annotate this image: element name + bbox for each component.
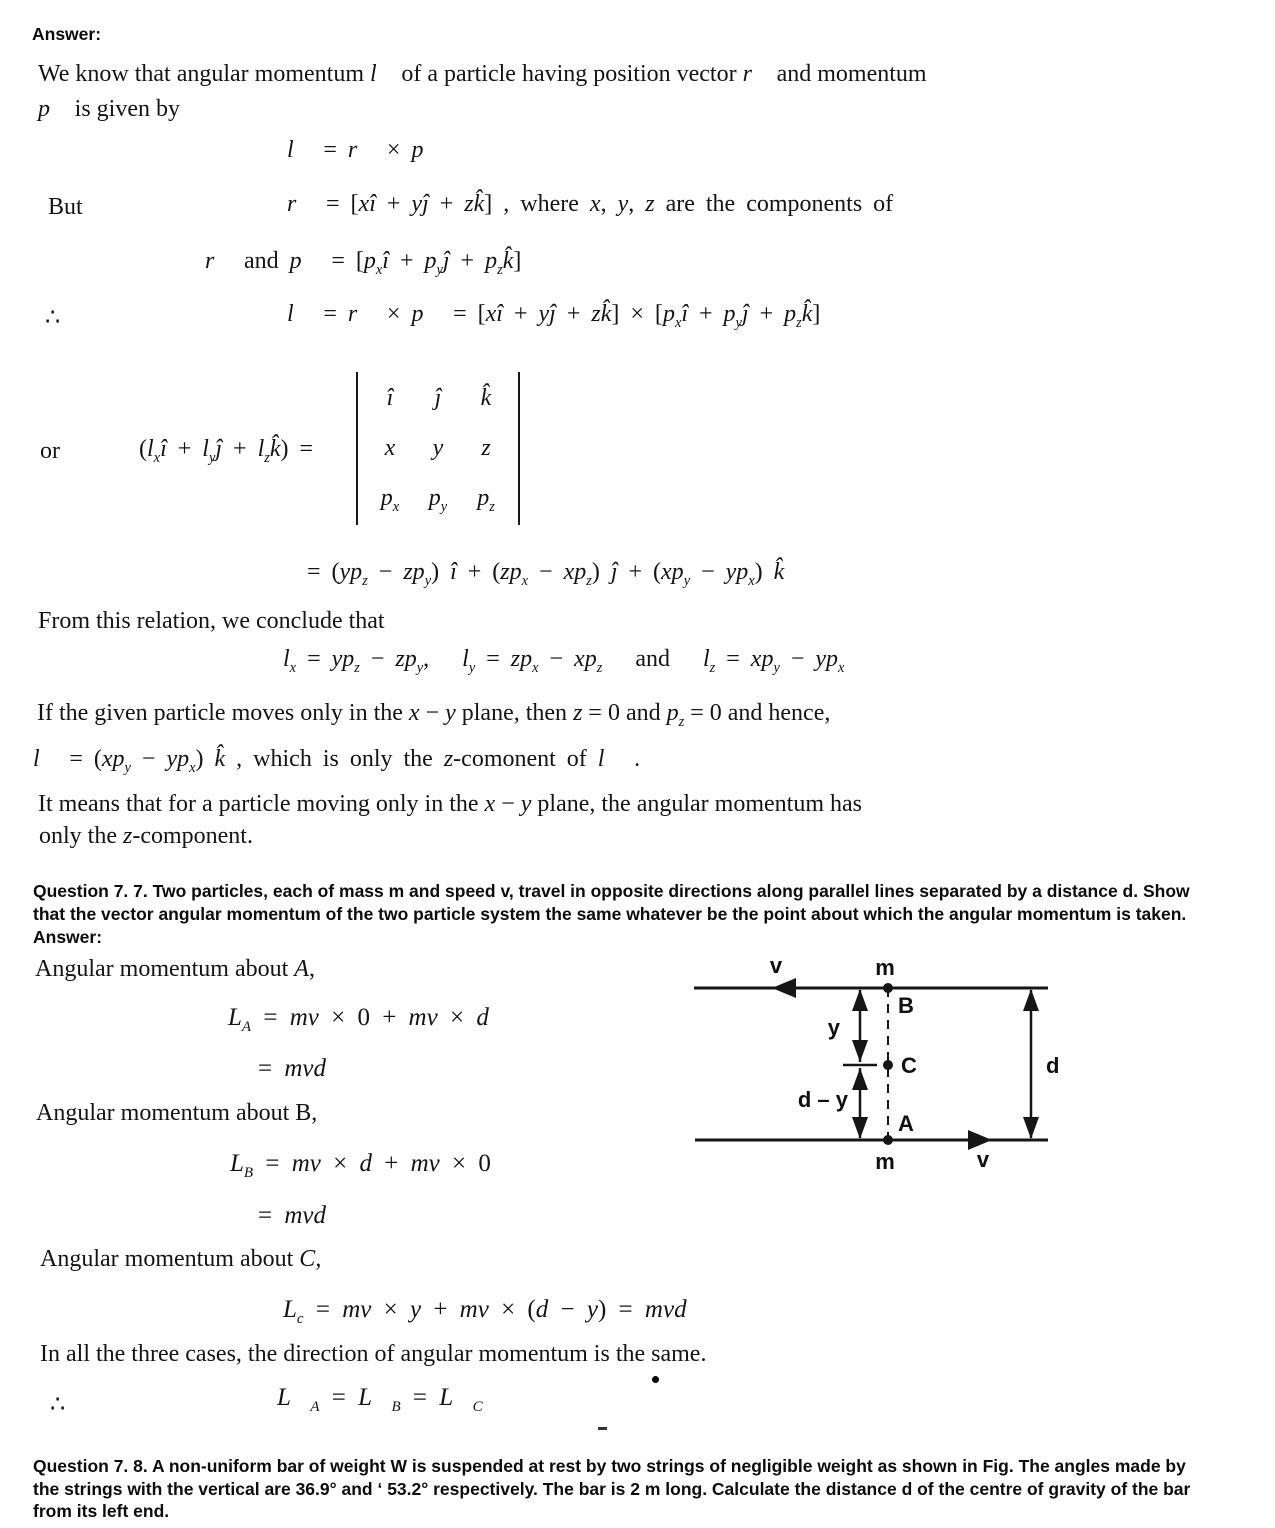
equation-lb-result: = mvd <box>258 1202 327 1229</box>
point-b-label: B <box>898 993 914 1018</box>
equation-r-components: r⃗ = [xî + yĵ + zk̂] , where x, y, z are the components of <box>287 191 894 217</box>
question-7-8-text: Question 7. 8. A non-uniform bar of weight W is suspended at rest by two strings of negligible weight as shown in Fig. The angles made by the strings with the vertical are 36.9° and ‘ 53.2° respectively. The bar is 2 m long. Calculate the distance d of the centre of gravity of the bar from its left end. <box>33 1456 1191 1521</box>
point-a-label: A <box>898 1111 914 1136</box>
det-cell-pz: $p_z$ <box>477 484 495 515</box>
equation-la: $L_A$ = mv × 0 + mv × d <box>228 1004 489 1035</box>
equation-expansion: = $(yp_z - zp_y)$ î + $(zp_x - xp_z)$ ĵ + $(xp_y - yp_x)$ k̂ <box>307 559 785 589</box>
means-line-1: It means that for a particle moving only in the x − y plane, the angular momentum has <box>38 791 862 817</box>
v-bottom-label: v <box>976 1147 990 1172</box>
intro-line-2: p⃗ is given by <box>38 96 180 122</box>
d-minus-y-label: d – y <box>797 1087 848 1112</box>
d-arrow-up <box>1023 989 1039 1011</box>
dy-arrow-down <box>852 1117 868 1139</box>
y-label: y <box>827 1015 840 1040</box>
det-cell-k-hat: k̂ <box>480 385 492 412</box>
intro-line-1: We know that angular momentum l⃗ of a particle having position vector r⃗ and momentum <box>38 61 927 87</box>
equation-equal-momenta: $L⃗_A$ = $L⃗_B$ = $L⃗_C$ <box>277 1384 483 1415</box>
therefore-symbol-2: ∴ <box>50 1392 66 1418</box>
d-arrow-down <box>1023 1117 1039 1139</box>
equation-components: $l_x = yp_z - zp_y$, $l_y = zp_x - xp_z$ and $l_z = xp_y - yp_x$ <box>283 646 845 676</box>
conclusion-text: In all the three cases, the direction of angular momentum is the same. <box>40 1341 707 1367</box>
particle-a-dot <box>883 1135 893 1145</box>
y-arrow-down <box>852 1040 868 1062</box>
ink-dash <box>598 1427 607 1430</box>
equation-cross-expanded: l⃗ = r⃗ × p⃗ = [xî + yĵ + zk̂] × [$p_xî$ + $p_yĵ$ + $p_zk̂$] <box>287 301 821 331</box>
equation-lc: $L_c$ = mv × y + mv × (d − y) = mvd <box>283 1296 687 1327</box>
det-cell-z: z <box>481 434 491 461</box>
determinant-matrix <box>356 372 520 525</box>
answer-label-2: Answer: <box>33 927 103 947</box>
dy-arrow-up <box>852 1068 868 1090</box>
det-cell-i-hat: î <box>386 385 394 412</box>
m-top-label: m <box>875 955 895 980</box>
det-cell-y: y <box>432 434 444 461</box>
det-cell-x: x <box>384 434 396 461</box>
equation-la-result: = mvd <box>258 1055 327 1082</box>
d-label: d <box>1046 1053 1060 1078</box>
equation-lb: $L_B$ = mv × d + mv × 0 <box>230 1150 491 1181</box>
or-label: or <box>40 438 60 464</box>
means-line-2: only the z-component. <box>39 823 253 849</box>
m-bottom-label: m <box>875 1149 895 1174</box>
therefore-symbol-1: ∴ <box>45 305 61 331</box>
det-cell-px: $p_x$ <box>380 484 400 515</box>
ink-speck <box>652 1376 659 1383</box>
det-cell-py: $p_y$ <box>428 484 448 515</box>
about-b-heading: Angular momentum about B, <box>36 1100 318 1126</box>
determinant-lhs: ($l_xî$ + $l_yĵ$ + $l_zk̂$) = <box>139 436 314 466</box>
from-relation-text: From this relation, we conclude that <box>38 608 385 634</box>
equation-z-only: l⃗ = $(xp_y - yp_x)$ k̂ , which is only the z-comonent of l⃗ . <box>33 746 641 776</box>
y-arrow-up <box>852 989 868 1011</box>
equation-l-equals-r-cross-p: l⃗ = r⃗ × p⃗ <box>287 137 443 163</box>
about-a-heading: Angular momentum about A, <box>35 956 315 982</box>
if-plane-text: If the given particle moves only in the x − y plane, then z = 0 and $p_z = 0$ and hence, <box>37 700 831 730</box>
particle-b-dot <box>883 983 893 993</box>
about-c-heading: Angular momentum about C, <box>40 1246 322 1272</box>
det-cell-j-hat: ĵ <box>434 385 442 412</box>
point-c-dot <box>883 1060 893 1070</box>
left-velocity-arrowhead <box>772 978 796 998</box>
but-label: But <box>48 194 83 220</box>
question-7-7-text: Question 7. 7. Two particles, each of mass m and speed v, travel in opposite directions along parallel lines separated by a distance d. Show that the vector angular momentum of the two particle system the same whatever be the point about which the angular momentum is taken. <box>33 881 1190 924</box>
two-particle-diagram <box>688 945 1068 1180</box>
v-top-label: v <box>769 953 783 978</box>
answer-label-1: Answer: <box>32 24 102 44</box>
point-c-label: C <box>901 1053 917 1078</box>
equation-r-and-p: r⃗ and p⃗ = [$p_xî$ + $p_yĵ$ + $p_zk̂$] <box>205 248 522 278</box>
